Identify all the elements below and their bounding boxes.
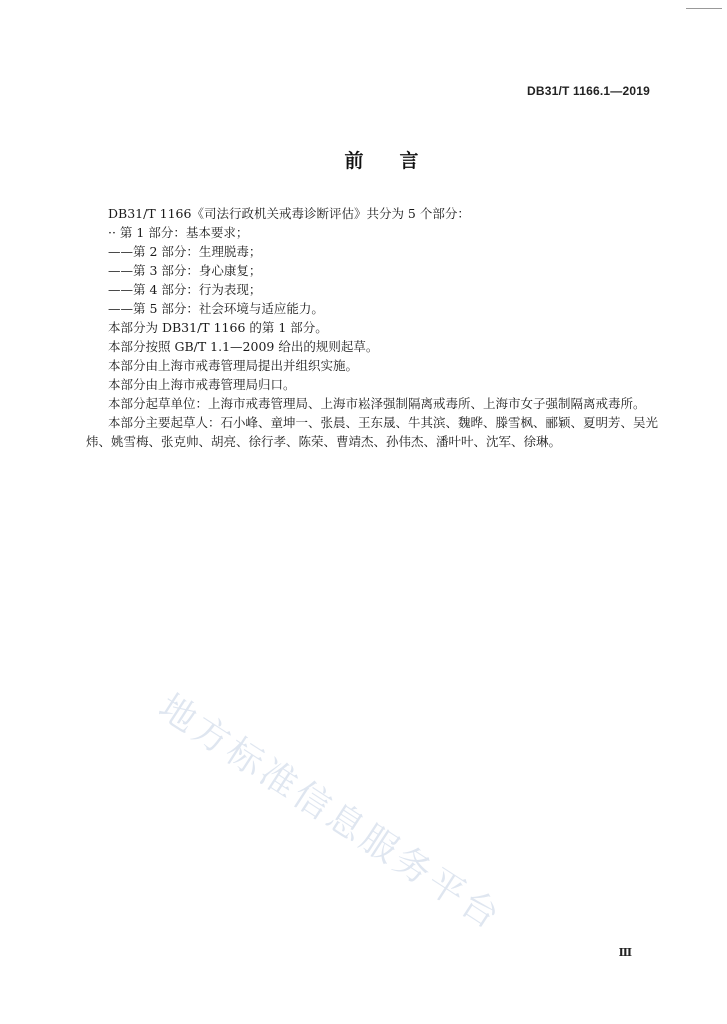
paragraph-intro: DB31/T 1166《司法行政机关戒毒诊断评估》共分为 5 个部分： [108, 206, 470, 221]
document-code: DB31/T 1166.1—2019 [526, 84, 650, 98]
paragraph-proposer: 本部分由上海市戒毒管理局提出并组织实施。 [108, 358, 359, 373]
watermark: 地方标准信息服务平台 [151, 686, 510, 939]
page-number: Ⅲ [618, 946, 632, 959]
list-item-part-3: ——第 3 部分：身心康复； [108, 263, 262, 278]
list-item-part-5: ——第 5 部分：社会环境与适应能力。 [108, 301, 324, 316]
paragraph-drafting-units: 本部分起草单位：上海市戒毒管理局、上海市崧泽强制隔离戒毒所、上海市女子强制隔离戒毒所。 [108, 396, 646, 411]
list-item-part-2: ——第 2 部分：生理脱毒； [108, 244, 262, 259]
paragraph-drafting-rules: 本部分按照 GB/T 1.1—2009 给出的规则起草。 [108, 339, 379, 354]
list-item-part-4: ——第 4 部分：行为表现； [108, 282, 262, 297]
foreword-body [86, 204, 666, 451]
corner-crop-mark [686, 8, 722, 9]
paragraph-part-statement: 本部分为 DB31/T 1166 的第 1 部分。 [108, 320, 328, 335]
paragraph-drafters: 本部分主要起草人：石小峰、童坤一、张晨、王东晟、牛其滨、魏晔、滕雪枫、郦颖、夏明芳、吴光炜、姚雪梅、张克帅、胡亮、徐行孝、陈荣、曹靖杰、孙伟杰、潘叶叶、沈军、徐琳。 [86, 415, 659, 449]
paragraph-administrator: 本部分由上海市戒毒管理局归口。 [108, 377, 296, 392]
list-item-part-1: ·· 第 1 部分：基本要求； [108, 225, 249, 240]
page-title: 前言 [344, 150, 455, 172]
